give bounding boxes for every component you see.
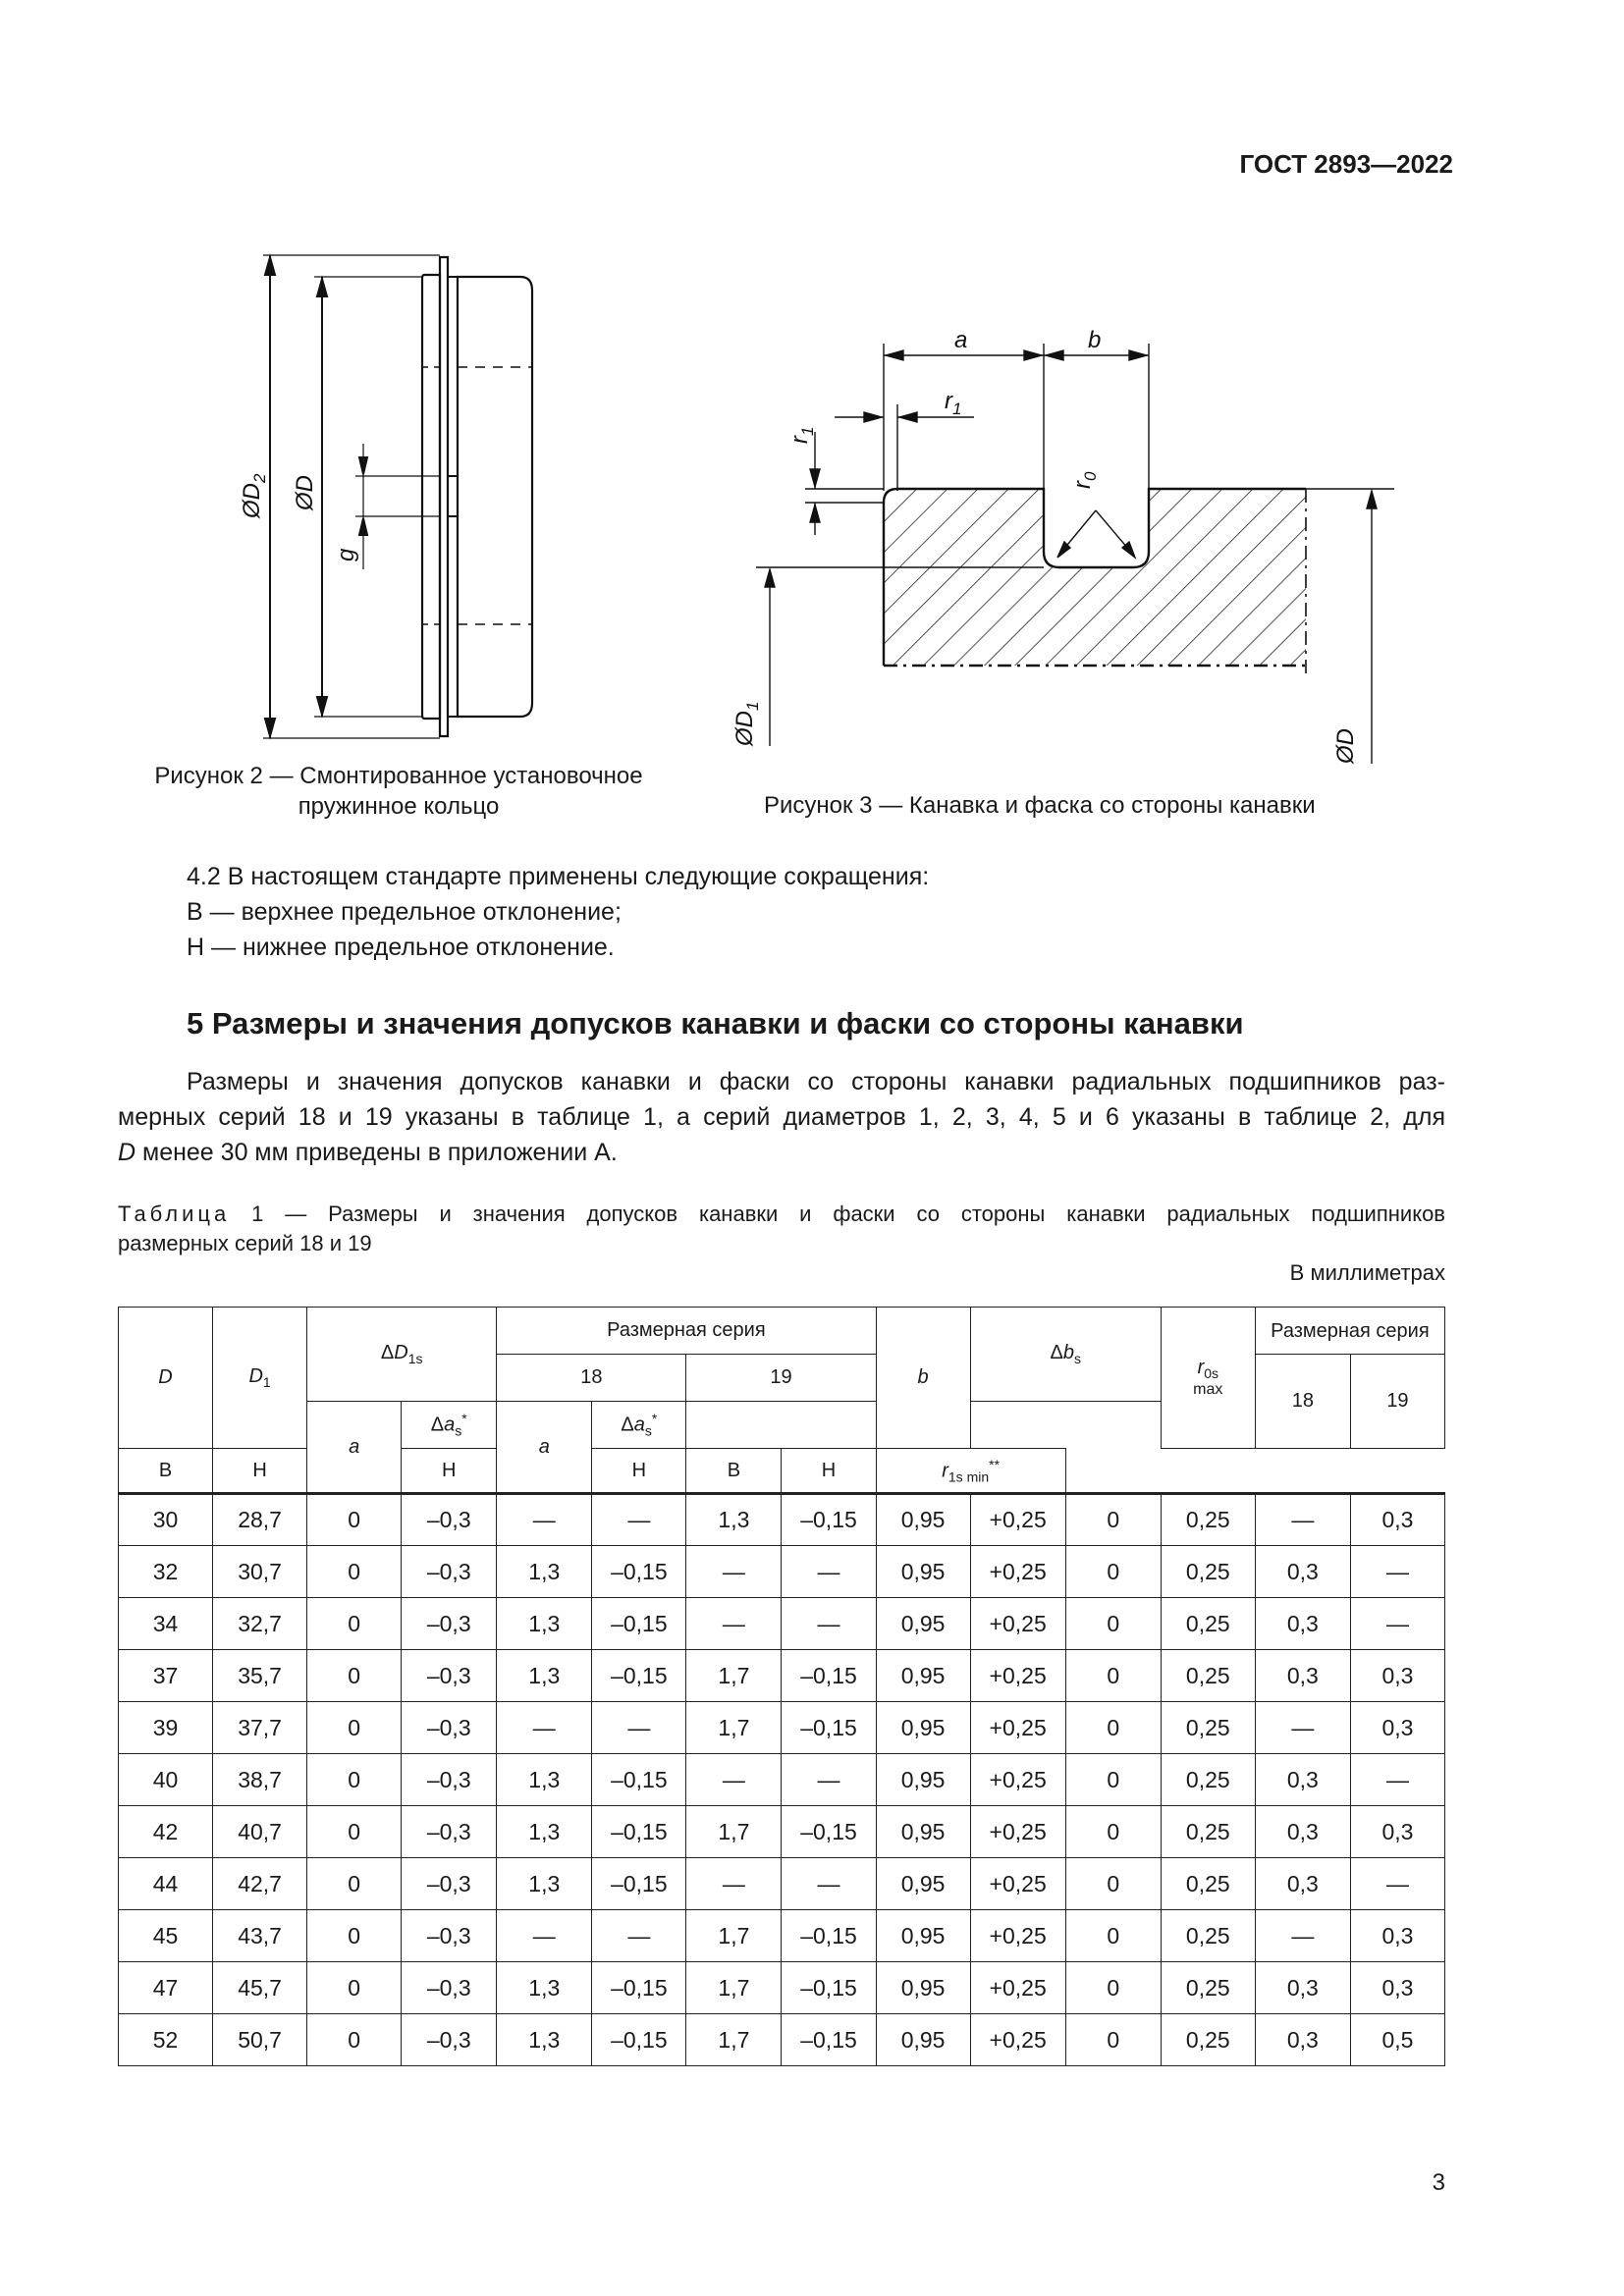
figure-3-caption: Рисунок 3 — Канавка и фаска со стороны канавки xyxy=(764,792,1316,819)
table-cell: +0,25 xyxy=(970,1962,1065,2014)
table-cell: 0,95 xyxy=(876,1806,970,1858)
svg-text:a: a xyxy=(954,327,968,353)
abbreviation-b: В — верхнее предельное отклонение; xyxy=(187,898,622,926)
table-cell: 37,7 xyxy=(213,1702,307,1754)
table-cell: –0,3 xyxy=(402,1598,497,1650)
table-cell: 0 xyxy=(307,1702,402,1754)
table-cell: 0,3 xyxy=(1350,1910,1444,1962)
table-cell: 0 xyxy=(1065,1702,1161,1754)
figure-2-caption-line1: Рисунок 2 — Смонтированное установочное xyxy=(154,763,643,789)
table-cell: –0,15 xyxy=(782,1806,876,1858)
table-row xyxy=(119,2014,1445,2066)
table-cell: 0,25 xyxy=(1161,1494,1255,1546)
table-1-caption-line1 xyxy=(118,1200,1445,1229)
table-cell: –0,15 xyxy=(592,1962,686,2014)
table-cell: 0,3 xyxy=(1255,1806,1350,1858)
table-cell: 0,3 xyxy=(1255,1962,1350,2014)
table-cell: — xyxy=(1255,1702,1350,1754)
table-cell: 0 xyxy=(307,1494,402,1546)
table-cell: — xyxy=(1350,1598,1444,1650)
table-cell: 0 xyxy=(307,1598,402,1650)
table-cell: –0,15 xyxy=(782,1910,876,1962)
table-cell: –0,3 xyxy=(402,1910,497,1962)
table-body xyxy=(119,1494,1445,2066)
table-cell: 0,95 xyxy=(876,1962,970,2014)
table-cell: 0 xyxy=(1065,1858,1161,1910)
table-cell: 0,3 xyxy=(1350,1650,1444,1702)
table-cell: 0,25 xyxy=(1161,1754,1255,1806)
table-cell: +0,25 xyxy=(970,1754,1065,1806)
header-r1-18: 18 xyxy=(1255,1355,1350,1449)
header-max: max xyxy=(1193,1381,1223,1398)
table-cell: — xyxy=(592,1702,686,1754)
table-cell: — xyxy=(1350,1858,1444,1910)
table-cell: — xyxy=(782,1754,876,1806)
table-cell: — xyxy=(1255,1910,1350,1962)
header-as19-lower: Н xyxy=(592,1449,686,1494)
table-cell: — xyxy=(497,1494,592,1546)
table-cell: –0,3 xyxy=(402,1962,497,2014)
table-cell: –0,15 xyxy=(782,1650,876,1702)
table-cell: –0,3 xyxy=(402,1858,497,1910)
table-cell: 0 xyxy=(1065,1546,1161,1598)
table-row xyxy=(119,1910,1445,1962)
table-cell: 0 xyxy=(1065,1598,1161,1650)
header-d1s-upper: В xyxy=(119,1449,213,1494)
table-cell: 1,3 xyxy=(497,1806,592,1858)
section-5-para-line2: мерных серий 18 и 19 указаны в таблице 1, а серий диаметров 1, 2, 3, 4, 5 и 6 указаны в таблице 2, для xyxy=(118,1103,1445,1131)
table-cell: 35,7 xyxy=(213,1650,307,1702)
table-cell: 47 xyxy=(119,1962,213,2014)
section-5-title: 5 Размеры и значения допусков канавки и фаски со стороны канавки xyxy=(187,1006,1244,1041)
table-cell: 1,7 xyxy=(686,1962,782,2014)
svg-text:g: g xyxy=(333,548,359,561)
symbol-d: D xyxy=(118,1139,136,1166)
table-cell: 52 xyxy=(119,2014,213,2066)
section-5-para-line1: Размеры и значения допусков канавки и фаски со стороны канавки радиальных подшипников раз- xyxy=(187,1068,1445,1095)
table-cell: 0,25 xyxy=(1161,2014,1255,2066)
table-cell: 0,3 xyxy=(1350,1962,1444,2014)
table-cell: 1,3 xyxy=(686,1494,782,1546)
table-cell: 0 xyxy=(307,1754,402,1806)
table-cell: –0,3 xyxy=(402,1702,497,1754)
table-cell: 40 xyxy=(119,1754,213,1806)
header-d1: $D_1$ xyxy=(213,1308,307,1449)
header-d: D xyxy=(119,1308,213,1449)
table-cell: –0,15 xyxy=(592,1858,686,1910)
header-r1-19: 19 xyxy=(1350,1355,1444,1449)
table-cell: 0,3 xyxy=(1255,1858,1350,1910)
table-cell: — xyxy=(1350,1754,1444,1806)
svg-text:r0: $r_0$ xyxy=(1069,471,1100,489)
table-cell: 32 xyxy=(119,1546,213,1598)
table-cell: 0,95 xyxy=(876,1598,970,1650)
table-cell: 39 xyxy=(119,1702,213,1754)
table-cell: 0 xyxy=(1065,1494,1161,1546)
table-cell: –0,3 xyxy=(402,1546,497,1598)
table-cell: 0,95 xyxy=(876,1702,970,1754)
table-cell: +0,25 xyxy=(970,1910,1065,1962)
svg-text:ØD: ØD xyxy=(1332,728,1359,764)
figure-2-caption-line2: пружинное кольцо xyxy=(298,793,500,820)
table-cell: 1,7 xyxy=(686,1910,782,1962)
table-cell: 1,7 xyxy=(686,1702,782,1754)
table-cell: 0 xyxy=(1065,1754,1161,1806)
svg-text:r1: $r_1$ xyxy=(786,426,817,444)
table-cell: 0,95 xyxy=(876,2014,970,2066)
table-cell: 42 xyxy=(119,1806,213,1858)
table-cell: 0,3 xyxy=(1255,2014,1350,2066)
section-5-para-line3-rest: менее 30 мм приведены в приложении А. xyxy=(135,1139,618,1166)
table-cell: — xyxy=(1255,1494,1350,1546)
table-row xyxy=(119,1806,1445,1858)
table-row xyxy=(119,1546,1445,1598)
table-cell: 45,7 xyxy=(213,1962,307,2014)
table-cell: 0,95 xyxy=(876,1546,970,1598)
header-bs-lower: Н xyxy=(782,1449,876,1494)
header-d1s-lower: Н xyxy=(213,1449,307,1494)
table-cell: 0,3 xyxy=(1255,1754,1350,1806)
table-cell: 0 xyxy=(307,1962,402,2014)
table-cell: 45 xyxy=(119,1910,213,1962)
table-cell: –0,15 xyxy=(782,1962,876,2014)
table-cell: — xyxy=(686,1754,782,1806)
table-cell: 37 xyxy=(119,1650,213,1702)
table-cell: 0 xyxy=(307,2014,402,2066)
table-cell: +0,25 xyxy=(970,2014,1065,2066)
table-cell: 40,7 xyxy=(213,1806,307,1858)
table-row xyxy=(119,1962,1445,2014)
section-4-2-intro: 4.2 В настоящем стандарте применены следующие сокращения: xyxy=(187,863,930,890)
table-cell: –0,3 xyxy=(402,2014,497,2066)
header-delta-bs: $\Delta b_s$ xyxy=(970,1308,1161,1402)
header-delta-as-19: $\Delta a_s^*$ xyxy=(592,1402,686,1449)
table-cell: — xyxy=(686,1546,782,1598)
table-cell: — xyxy=(592,1494,686,1546)
table-cell: 1,3 xyxy=(497,1754,592,1806)
table-cell: +0,25 xyxy=(970,1494,1065,1546)
table-cell: –0,15 xyxy=(592,1650,686,1702)
table-cell: 0,25 xyxy=(1161,1858,1255,1910)
table-cell: — xyxy=(497,1702,592,1754)
table-word: Таблица xyxy=(118,1201,231,1226)
table-cell: –0,15 xyxy=(592,1598,686,1650)
table-cell: 0,95 xyxy=(876,1650,970,1702)
table-row xyxy=(119,1494,1445,1546)
table-cell: — xyxy=(782,1858,876,1910)
table-cell: 28,7 xyxy=(213,1494,307,1546)
table-cell: 0,95 xyxy=(876,1858,970,1910)
table-cell: 34 xyxy=(119,1598,213,1650)
figure-3-drawing xyxy=(727,314,1404,775)
table-units: В миллиметрах xyxy=(1289,1260,1445,1285)
table-cell: 0,3 xyxy=(1350,1494,1444,1546)
table-cell: –0,15 xyxy=(782,1494,876,1546)
table-cell: — xyxy=(497,1910,592,1962)
table-1 xyxy=(118,1307,1445,2066)
table-cell: –0,3 xyxy=(402,1806,497,1858)
page-number: 3 xyxy=(1432,2169,1445,2196)
table-cell: 0,3 xyxy=(1350,1806,1444,1858)
header-min-stars: ** xyxy=(989,1456,1001,1472)
table-cell: 0,25 xyxy=(1161,1962,1255,2014)
table-cell: 0,3 xyxy=(1255,1650,1350,1702)
table-cell: 0,25 xyxy=(1161,1650,1255,1702)
table-cell: — xyxy=(686,1858,782,1910)
table-row xyxy=(119,1702,1445,1754)
table-row xyxy=(119,1754,1445,1806)
table-cell: +0,25 xyxy=(970,1806,1065,1858)
table-cell: 1,3 xyxy=(497,1650,592,1702)
table-cell: –0,3 xyxy=(402,1494,497,1546)
table-cell: 1,7 xyxy=(686,1650,782,1702)
header-a-18: a xyxy=(307,1402,402,1494)
table-cell: — xyxy=(782,1598,876,1650)
table-cell: 0,95 xyxy=(876,1494,970,1546)
table-cell: 0,95 xyxy=(876,1754,970,1806)
table-cell: 44 xyxy=(119,1858,213,1910)
table-cell: +0,25 xyxy=(970,1650,1065,1702)
table-cell: 43,7 xyxy=(213,1910,307,1962)
table-cell: — xyxy=(1350,1546,1444,1598)
header-delta-as-18: $\Delta a_s^*$ xyxy=(402,1402,497,1449)
table-cell: 0 xyxy=(307,1546,402,1598)
table-cell: –0,15 xyxy=(592,1546,686,1598)
table-cell: 0,5 xyxy=(1350,2014,1444,2066)
table-cell: 1,3 xyxy=(497,1962,592,2014)
table-cell: 1,3 xyxy=(497,1546,592,1598)
table-cell: 1,3 xyxy=(497,2014,592,2066)
header-b: b xyxy=(876,1308,970,1449)
svg-text:b: b xyxy=(1088,327,1102,353)
header-r1s-min: $r_{1s min}^{**}$ xyxy=(876,1449,1065,1494)
table-cell: 30 xyxy=(119,1494,213,1546)
table-cell: 0,25 xyxy=(1161,1598,1255,1650)
table-cell: 0,95 xyxy=(876,1910,970,1962)
table-cell: 1,7 xyxy=(686,2014,782,2066)
table-cell: 0,25 xyxy=(1161,1546,1255,1598)
document-id: ГОСТ 2893—2022 xyxy=(1239,149,1453,179)
header-r0s-max: $r_{0s}$ max xyxy=(1161,1308,1255,1449)
table-cell: –0,3 xyxy=(402,1754,497,1806)
table-cell: — xyxy=(686,1598,782,1650)
table-cell: 0 xyxy=(1065,2014,1161,2066)
header-series-19: 19 xyxy=(686,1355,876,1402)
svg-text:ØD1: $ØD_1$ xyxy=(731,701,762,746)
table-cell: 0,3 xyxy=(1350,1702,1444,1754)
table-cell: +0,25 xyxy=(970,1546,1065,1598)
header-size-series: Размерная серия xyxy=(497,1308,876,1355)
header-bs-upper: В xyxy=(686,1449,782,1494)
header-a-19: a xyxy=(497,1402,592,1494)
table-cell: –0,15 xyxy=(592,1754,686,1806)
table-cell: 1,3 xyxy=(497,1858,592,1910)
svg-text:ØD: ØD xyxy=(292,475,318,510)
table-cell: 38,7 xyxy=(213,1754,307,1806)
table-cell: 32,7 xyxy=(213,1598,307,1650)
table-cell: 0 xyxy=(307,1650,402,1702)
table-1-caption-rest: 1 — Размеры и значения допусков канавки и фаски со стороны канавки радиальных подшипников xyxy=(251,1201,1445,1226)
table-cell: 30,7 xyxy=(213,1546,307,1598)
table-cell: 42,7 xyxy=(213,1858,307,1910)
table-cell: 0,25 xyxy=(1161,1702,1255,1754)
abbreviation-n: Н — нижнее предельное отклонение. xyxy=(187,934,615,961)
table-cell: +0,25 xyxy=(970,1858,1065,1910)
table-cell: –0,3 xyxy=(402,1650,497,1702)
table-cell: 0 xyxy=(307,1806,402,1858)
table-cell: 1,3 xyxy=(497,1598,592,1650)
table-cell: 0,25 xyxy=(1161,1910,1255,1962)
table-cell: — xyxy=(592,1910,686,1962)
table-row xyxy=(119,1858,1445,1910)
table-cell: –0,15 xyxy=(592,1806,686,1858)
header-size-series-r1: Размерная серия xyxy=(1255,1308,1444,1355)
table-cell: 0 xyxy=(1065,1962,1161,2014)
table-cell: 1,7 xyxy=(686,1806,782,1858)
table-row xyxy=(119,1598,1445,1650)
table-cell: 50,7 xyxy=(213,2014,307,2066)
svg-text:r1: $r_1$ xyxy=(945,388,962,418)
header-delta-d1s: $\Delta D_{1s}$ xyxy=(307,1308,497,1402)
table-cell: 0 xyxy=(307,1910,402,1962)
table-row xyxy=(119,1650,1445,1702)
table-cell: –0,15 xyxy=(782,1702,876,1754)
table-cell: 0,3 xyxy=(1255,1546,1350,1598)
table-cell: –0,15 xyxy=(592,2014,686,2066)
table-1-caption-line2: размерных серий 18 и 19 xyxy=(118,1231,372,1255)
table-cell: 0 xyxy=(1065,1650,1161,1702)
table-cell: — xyxy=(782,1546,876,1598)
table-cell: 0,3 xyxy=(1255,1598,1350,1650)
header-as18-lower: Н xyxy=(402,1449,497,1494)
table-cell: +0,25 xyxy=(970,1598,1065,1650)
table-cell: 0 xyxy=(1065,1910,1161,1962)
table-cell: 0 xyxy=(307,1858,402,1910)
table-cell: +0,25 xyxy=(970,1702,1065,1754)
header-series-18: 18 xyxy=(497,1355,686,1402)
table-cell: –0,15 xyxy=(782,2014,876,2066)
figure-2-drawing xyxy=(226,250,579,751)
figure-2-caption xyxy=(134,761,664,822)
table-cell: 0,25 xyxy=(1161,1806,1255,1858)
svg-text:ØD2: $ØD_2$ xyxy=(239,473,269,518)
table-cell: 0 xyxy=(1065,1806,1161,1858)
section-5-para-line3 xyxy=(118,1135,618,1170)
